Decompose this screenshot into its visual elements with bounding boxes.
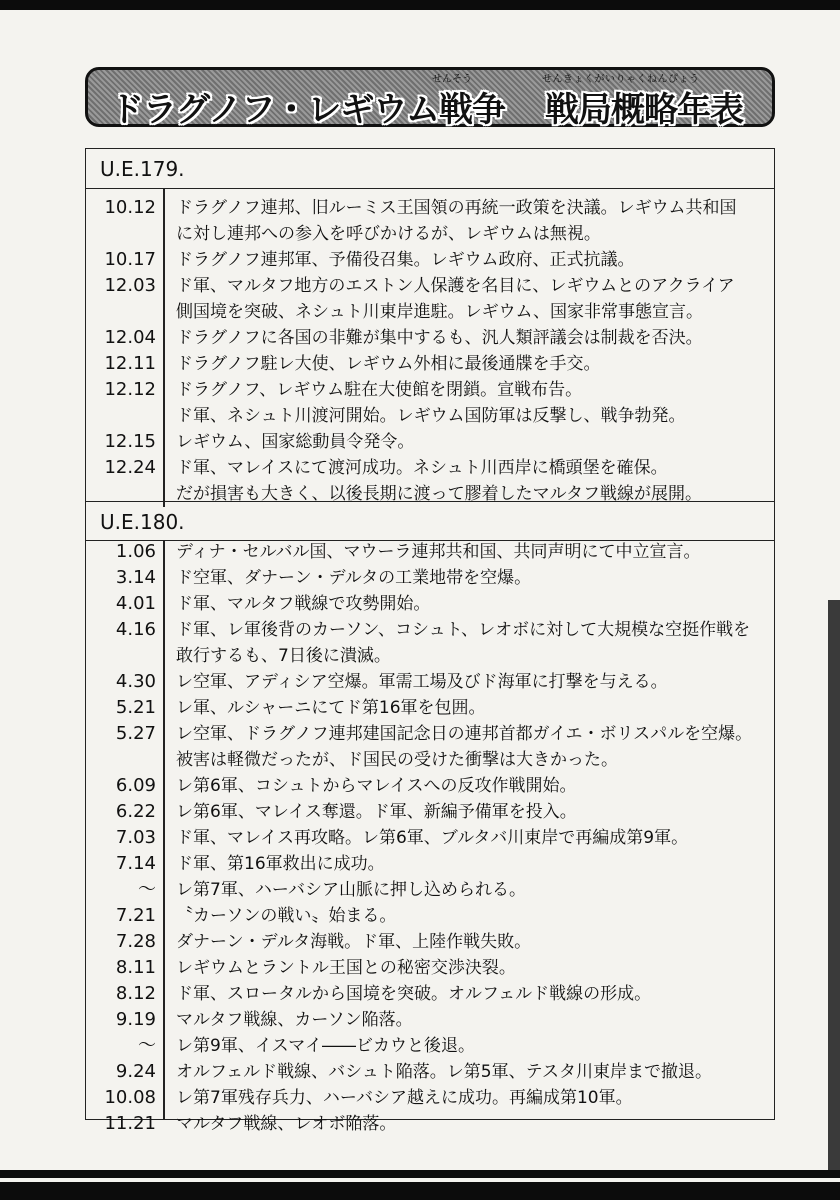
section-header-ue180: U.E.180. — [86, 501, 774, 541]
entry-text: ド軍、マレイス再攻略。レ第6軍、ブルタバ川東岸で再編成第9軍。 — [176, 828, 689, 848]
entry-date: 3.14 — [115, 567, 156, 588]
entry-text: ド軍、スロータルから国境を突破。オルフェルド戦線の形成。 — [176, 984, 652, 1004]
entry-text: ドラグノフ連邦、旧ルーミス王国領の再統一政策を決議。レギウム共和国 に対し連邦への参入を呼びかけるが、レギウムは無視。 — [176, 198, 737, 244]
entry-date: 1.06 — [115, 541, 156, 562]
entry-text: オルフェルド戦線、バシュト陥落。レ第5軍、テスタ川東岸まで撤退。 — [176, 1062, 712, 1082]
entry-text: ドラグノフに各国の非難が集中するも、汎人類評議会は制裁を否決。 — [176, 328, 703, 348]
chronology-table — [85, 148, 775, 1134]
entry-date: 4.16 — [115, 619, 156, 640]
entry-text: レ空軍、ドラグノフ連邦建国記念日の連邦首都ガイエ・ボリスパルを空爆。 被害は軽微だったが、ド国民の受けた衝撃は大きかった。 — [176, 724, 753, 770]
entry-text: ドラグノフ連邦軍、予備役召集。レギウム政府、正式抗議。 — [176, 250, 635, 270]
entry-date: 12.11 — [104, 353, 156, 374]
section-header-ue179: U.E.179. — [86, 149, 774, 189]
entry-text: ド軍、マルタフ地方のエストン人保護を名目に、レギウムとのアクライア 側国境を突破、ネシュト川東岸進駐。レギウム、国家非常事態宣言。 — [176, 276, 735, 322]
bottom-border — [0, 1170, 840, 1200]
entry-date: 12.04 — [104, 327, 156, 348]
ruby-senkyoku: せんきょくがいりゃくねんぴょう — [542, 74, 700, 85]
page-edge-shadow — [828, 600, 840, 1170]
entry-date: 7.03 — [115, 827, 156, 848]
entry-text: レ第7軍、ハーバシア山脈に押し込められる。 — [176, 880, 526, 900]
entry-text: レギウム、国家総動員令発令。 — [176, 432, 415, 452]
entry-date: 9.24 — [115, 1061, 156, 1082]
entry-date: 10.12 — [104, 197, 156, 218]
entry-date: 10.08 — [104, 1087, 156, 1108]
entry-text: ドラグノフ、レギウム駐在大使館を閉鎖。宣戦布告。 ド軍、ネシュト川渡河開始。レギウム国防軍は反撃し、戦争勃発。 — [176, 380, 686, 426]
entry-date: 10.17 — [104, 249, 156, 270]
entry-text: ド軍、マレイスにて渡河成功。ネシュト川西岸に橋頭堡を確保。 だが損害も大きく、以後長期に渡って膠着したマルタフ戦線が展開。 — [176, 458, 702, 504]
entry-text: ダナーン・デルタ海戦。ド軍、上陸作戦失敗。 — [176, 932, 532, 952]
entry-text: レ第9軍、イスマイ――ビカウと後退。 — [176, 1036, 475, 1056]
entry-date: 12.15 — [104, 431, 156, 452]
column-divider — [163, 541, 165, 1119]
column-divider — [163, 189, 165, 507]
entry-date: 9.19 — [115, 1009, 156, 1030]
entry-date: 6.09 — [115, 775, 156, 796]
entry-date: 12.03 — [104, 275, 156, 296]
entry-date: 〜 — [138, 1035, 156, 1056]
entry-date: 7.21 — [115, 905, 156, 926]
entry-date: 5.27 — [115, 723, 156, 744]
entry-text: マルタフ戦線、カーソン陥落。 — [176, 1010, 413, 1030]
entry-text: レ第6軍、マレイス奪還。ド軍、新編予備軍を投入。 — [176, 802, 577, 822]
entry-date: 7.14 — [115, 853, 156, 874]
entry-date: 8.11 — [115, 957, 156, 978]
entry-date: 7.28 — [115, 931, 156, 952]
entry-text: マルタフ戦線、レオボ陥落。 — [176, 1114, 397, 1134]
entry-text: ド軍、レ軍後背のカーソン、コシュト、レオボに対して大規模な空挺作戦を 敢行するも、7日後に潰滅。 — [176, 620, 751, 666]
entry-text: レ軍、ルシャーニにてド第16軍を包囲。 — [176, 698, 486, 718]
entry-text: レ空軍、アディシア空爆。軍需工場及びド海軍に打撃を与える。 — [176, 672, 668, 692]
entry-text: ドラグノフ駐レ大使、レギウム外相に最後通牒を手交。 — [176, 354, 601, 374]
entry-date: 4.30 — [115, 671, 156, 692]
entry-date: 4.01 — [115, 593, 156, 614]
entry-text: レギウムとラントル王国との秘密交渉決裂。 — [176, 958, 516, 978]
entry-date: 11.21 — [104, 1113, 156, 1134]
entry-date: 5.21 — [115, 697, 156, 718]
entry-date: 12.24 — [104, 457, 156, 478]
entry-text: レ第6軍、コシュトからマレイスへの反攻作戦開始。 — [176, 776, 577, 796]
entry-text: ド軍、マルタフ戦線で攻勢開始。 — [176, 594, 431, 614]
entry-text: ディナ・セルバル国、マウーラ連邦共和国、共同声明にて中立宣言。 — [176, 542, 701, 562]
top-border — [0, 0, 840, 10]
entry-date: 8.12 — [115, 983, 156, 1004]
entry-text: レ第7軍残存兵力、ハーバシア越えに成功。再編成第10軍。 — [176, 1088, 633, 1108]
entry-date: 〜 — [138, 879, 156, 900]
page-subtitle: 戦局概略年表 — [545, 90, 743, 130]
entry-date: 6.22 — [115, 801, 156, 822]
ruby-senso: せんそう — [432, 74, 472, 85]
entry-text: 〝カーソンの戦い〟始まる。 — [176, 906, 397, 926]
page-title: ドラグノフ・レギウム戦争 — [110, 90, 505, 130]
entry-date: 12.12 — [104, 379, 156, 400]
entry-text: ド空軍、ダナーン・デルタの工業地帯を空爆。 — [176, 568, 532, 588]
entry-text: ド軍、第16軍救出に成功。 — [176, 854, 385, 874]
